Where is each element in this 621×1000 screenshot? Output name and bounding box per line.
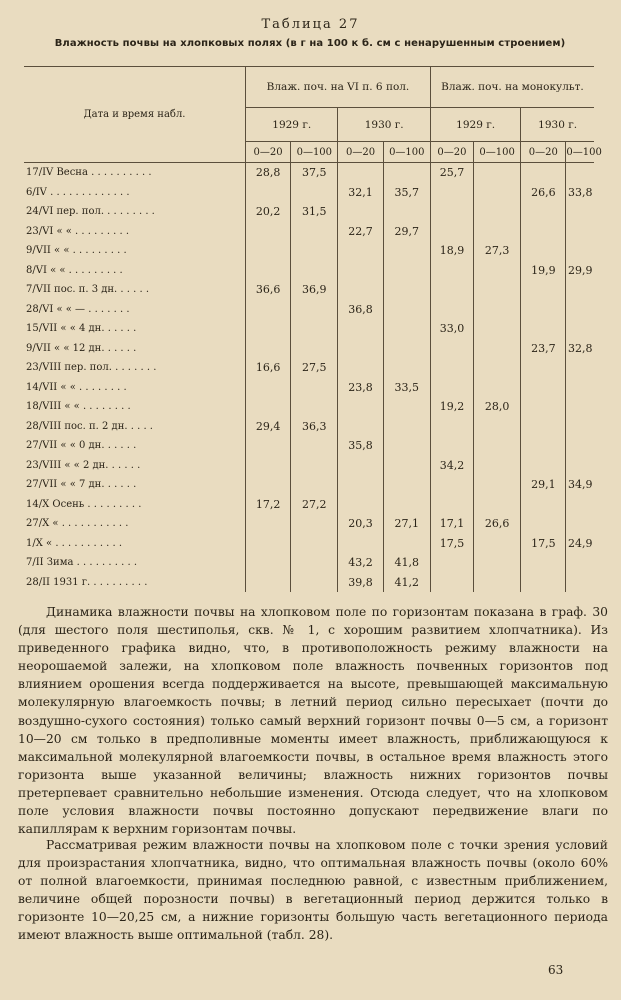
- moisture-table: [24, 66, 602, 592]
- value-cell: 29,1: [521, 475, 566, 495]
- value-cell: 17,2: [246, 495, 291, 515]
- value-cell: [246, 397, 291, 417]
- value-cell: [338, 163, 383, 183]
- value-cell: [521, 319, 566, 339]
- value-cell: [291, 573, 338, 593]
- value-cell: [291, 553, 338, 573]
- value-cell: [566, 495, 594, 515]
- value-cell: [430, 300, 473, 320]
- table-row: [24, 534, 594, 554]
- value-cell: 39,8: [338, 573, 383, 593]
- table-row: [24, 280, 594, 300]
- value-cell: [383, 241, 430, 261]
- value-cell: [430, 553, 473, 573]
- table-row: [24, 300, 594, 320]
- value-cell: 36,9: [291, 280, 338, 300]
- date-cell: 28/II 1931 г. . . . . . . . . .: [26, 576, 148, 588]
- value-cell: [338, 456, 383, 476]
- value-cell: [246, 300, 291, 320]
- value-cell: [383, 456, 430, 476]
- value-cell: [246, 378, 291, 398]
- depth-header: 0—20: [521, 142, 566, 163]
- value-cell: [383, 202, 430, 222]
- value-cell: [246, 456, 291, 476]
- value-cell: 27,5: [291, 358, 338, 378]
- year-header: 1930 г.: [521, 108, 594, 142]
- table-row: [24, 397, 594, 417]
- table-row: [24, 573, 594, 593]
- value-cell: [430, 280, 473, 300]
- value-cell: [383, 300, 430, 320]
- value-cell: [430, 378, 473, 398]
- value-cell: [566, 300, 594, 320]
- value-cell: 29,9: [566, 261, 594, 281]
- value-cell: [473, 280, 520, 300]
- value-cell: [566, 514, 594, 534]
- value-cell: [566, 436, 594, 456]
- value-cell: 25,7: [430, 163, 473, 183]
- value-cell: [383, 339, 430, 359]
- value-cell: 16,6: [246, 358, 291, 378]
- value-cell: [430, 417, 473, 437]
- value-cell: 32,1: [338, 183, 383, 203]
- value-cell: [246, 319, 291, 339]
- value-cell: 27,1: [383, 514, 430, 534]
- value-cell: [246, 553, 291, 573]
- value-cell: [246, 222, 291, 242]
- value-cell: [246, 514, 291, 534]
- value-cell: [338, 417, 383, 437]
- value-cell: [291, 456, 338, 476]
- value-cell: [566, 378, 594, 398]
- depth-header: 0—100: [383, 142, 430, 163]
- date-cell: 27/VII « « 0 дн. . . . . .: [26, 440, 137, 452]
- value-cell: [383, 163, 430, 183]
- value-cell: [473, 378, 520, 398]
- date-cell: 23/VI « « . . . . . . . . .: [26, 225, 130, 237]
- value-cell: [246, 436, 291, 456]
- table-row: [24, 163, 594, 183]
- value-cell: [246, 241, 291, 261]
- value-cell: [521, 436, 566, 456]
- depth-header: 0—100: [291, 142, 338, 163]
- value-cell: [473, 553, 520, 573]
- value-cell: [473, 358, 520, 378]
- date-cell: 14/X Осень . . . . . . . . .: [26, 498, 142, 510]
- value-cell: [521, 456, 566, 476]
- value-cell: 41,8: [383, 553, 430, 573]
- date-cell: 17/IV Весна . . . . . . . . . .: [26, 167, 152, 179]
- value-cell: [383, 397, 430, 417]
- date-cell: 27/VII « « 7 дн. . . . . .: [26, 479, 137, 491]
- value-cell: [521, 514, 566, 534]
- date-cell: 6/IV . . . . . . . . . . . . .: [26, 186, 130, 198]
- table-row: [24, 456, 594, 476]
- value-cell: [521, 202, 566, 222]
- value-cell: [338, 475, 383, 495]
- depth-header: 0—20: [246, 142, 291, 163]
- date-cell: 1/X « . . . . . . . . . . .: [26, 537, 123, 549]
- value-cell: [291, 475, 338, 495]
- value-cell: [291, 261, 338, 281]
- value-cell: 29,4: [246, 417, 291, 437]
- paragraph-text: Рассматривая режим влажности почвы на хлопковом поле с точки зрения условий для произрастания хлопчатника, видно, что оптимальная влажность почвы (около 60% от полной влагоемкости, принимая последнюю равной, с известным приближением, величине общей порозности почвы) в вегетационный период держится только в горизонте 10—20,25 см, а нижние горизонты большую часть вегетационного периода имеют влажность выше оптимальной (табл. 28).: [18, 838, 608, 943]
- value-cell: 19,2: [430, 397, 473, 417]
- value-cell: [430, 475, 473, 495]
- table-row: [24, 183, 594, 203]
- value-cell: 26,6: [473, 514, 520, 534]
- date-cell: 9/VII « « 12 дн. . . . . .: [26, 342, 137, 354]
- value-cell: [521, 573, 566, 593]
- date-cell: 23/VIII « « 2 дн. . . . . .: [26, 459, 141, 471]
- year-header: 1930 г.: [338, 108, 431, 142]
- value-cell: 34,9: [566, 475, 594, 495]
- value-cell: [291, 319, 338, 339]
- value-cell: [473, 417, 520, 437]
- value-cell: [566, 358, 594, 378]
- table-row: [24, 378, 594, 398]
- year-header: 1929 г.: [246, 108, 338, 142]
- value-cell: [473, 163, 520, 183]
- page-number: 63: [548, 963, 564, 977]
- value-cell: 17,1: [430, 514, 473, 534]
- value-cell: [473, 573, 520, 593]
- date-cell: 18/VIII « « . . . . . . . .: [26, 401, 131, 413]
- value-cell: [521, 163, 566, 183]
- value-cell: [566, 202, 594, 222]
- value-cell: 20,3: [338, 514, 383, 534]
- value-cell: [430, 183, 473, 203]
- value-cell: [246, 573, 291, 593]
- value-cell: 28,8: [246, 163, 291, 183]
- table-row: [24, 436, 594, 456]
- value-cell: [521, 495, 566, 515]
- value-cell: [430, 339, 473, 359]
- value-cell: 17,5: [521, 534, 566, 554]
- value-cell: [430, 222, 473, 242]
- value-cell: 23,8: [338, 378, 383, 398]
- date-cell: 7/II Зима . . . . . . . . . .: [26, 557, 138, 569]
- value-cell: [473, 261, 520, 281]
- value-cell: [521, 300, 566, 320]
- value-cell: 28,0: [473, 397, 520, 417]
- value-cell: [566, 241, 594, 261]
- value-cell: [430, 261, 473, 281]
- paragraph-text: Динамика влажности почвы на хлопковом поле по горизонтам показана в граф. 30 (для шестого поля шестиполья, скв. № 1, с хорошим развитием хлопчатника). Из приведенного графика видно, что, в противоположность режиму влажности на неорошаемой залежи, на хлопковом поле влажность почвенных горизонтов под влиянием орошения всегда поддерживается на высоте, превышающей максимальную молекулярную влагоемкость почвы; в летний период сильно пересыхает (почти до воздушно-сухого состояния) только самый верхний горизонт почвы 0—5 см, а горизонт 10—20 см только в предполивные моменты имеет влажность, приближающуюся к максимальной молекулярной влагоемкости почвы, в остальное время влажность этого горизонта выше указанной величины; влажность нижних горизонтов почвы претерпевает сравнительно небольшие изменения. Отсюда следует, что на хлопковом поле условия влажности почвы постоянно допускают передвижение влаги по капиллярам к верхним горизонтам почвы.: [18, 605, 608, 837]
- value-cell: [473, 339, 520, 359]
- table-row: [24, 261, 594, 281]
- value-cell: [566, 280, 594, 300]
- value-cell: [246, 183, 291, 203]
- value-cell: [383, 475, 430, 495]
- value-cell: 33,5: [383, 378, 430, 398]
- value-cell: 26,6: [521, 183, 566, 203]
- value-cell: [291, 436, 338, 456]
- value-cell: 35,7: [383, 183, 430, 203]
- value-cell: [566, 397, 594, 417]
- value-cell: [566, 222, 594, 242]
- value-cell: [246, 339, 291, 359]
- value-cell: [383, 280, 430, 300]
- value-cell: 35,8: [338, 436, 383, 456]
- date-cell: 28/VI « « — . . . . . . .: [26, 303, 130, 315]
- value-cell: [521, 280, 566, 300]
- value-cell: [473, 300, 520, 320]
- date-cell: 7/VII пос. п. 3 дн. . . . . .: [26, 284, 150, 296]
- value-cell: [383, 261, 430, 281]
- value-cell: [473, 475, 520, 495]
- value-cell: [521, 378, 566, 398]
- date-cell: 14/VII « « . . . . . . . .: [26, 381, 127, 393]
- value-cell: 27,3: [473, 241, 520, 261]
- value-cell: 36,3: [291, 417, 338, 437]
- date-column-header: Дата и время набл.: [24, 67, 246, 163]
- table-row: [24, 417, 594, 437]
- value-cell: [338, 495, 383, 515]
- value-cell: [473, 436, 520, 456]
- value-cell: 23,7: [521, 339, 566, 359]
- value-cell: [566, 456, 594, 476]
- table-row: [24, 222, 594, 242]
- value-cell: 31,5: [291, 202, 338, 222]
- value-cell: 33,0: [430, 319, 473, 339]
- value-cell: [521, 417, 566, 437]
- date-cell: 27/X « . . . . . . . . . . .: [26, 518, 129, 530]
- value-cell: [338, 358, 383, 378]
- value-cell: [338, 319, 383, 339]
- value-cell: [246, 534, 291, 554]
- value-cell: [430, 495, 473, 515]
- depth-header: 0—20: [338, 142, 383, 163]
- date-cell: 23/VIII пер. пол. . . . . . . .: [26, 362, 157, 374]
- value-cell: [338, 261, 383, 281]
- value-cell: 18,9: [430, 241, 473, 261]
- table-row: [24, 553, 594, 573]
- value-cell: [473, 456, 520, 476]
- paragraph-1: [18, 603, 608, 838]
- value-cell: [383, 417, 430, 437]
- table-row: [24, 475, 594, 495]
- value-cell: 43,2: [338, 553, 383, 573]
- value-cell: 29,7: [383, 222, 430, 242]
- value-cell: [291, 222, 338, 242]
- value-cell: 37,5: [291, 163, 338, 183]
- value-cell: [383, 534, 430, 554]
- value-cell: [566, 319, 594, 339]
- value-cell: [473, 202, 520, 222]
- value-cell: 33,8: [566, 183, 594, 203]
- date-cell: 24/VI пер. пол. . . . . . . . .: [26, 206, 155, 218]
- table-row: [24, 202, 594, 222]
- value-cell: 24,9: [566, 534, 594, 554]
- value-cell: 41,2: [383, 573, 430, 593]
- value-cell: [338, 241, 383, 261]
- table-caption: Влажность почвы на хлопковых полях (в г на 100 к б. см с ненарушенным строением): [54, 38, 566, 49]
- value-cell: [383, 495, 430, 515]
- value-cell: [338, 339, 383, 359]
- depth-header: 0—20: [430, 142, 473, 163]
- value-cell: [291, 183, 338, 203]
- value-cell: [338, 397, 383, 417]
- table-number: Таблица 27: [261, 17, 360, 32]
- value-cell: [473, 222, 520, 242]
- value-cell: [521, 241, 566, 261]
- value-cell: [430, 436, 473, 456]
- table-row: [24, 339, 594, 359]
- value-cell: 19,9: [521, 261, 566, 281]
- value-cell: 36,6: [246, 280, 291, 300]
- value-cell: [521, 553, 566, 573]
- value-cell: [430, 202, 473, 222]
- value-cell: [291, 378, 338, 398]
- value-cell: [291, 534, 338, 554]
- value-cell: [291, 339, 338, 359]
- date-cell: 15/VII « « 4 дн. . . . . .: [26, 323, 137, 335]
- value-cell: [291, 300, 338, 320]
- value-cell: [383, 436, 430, 456]
- value-cell: 36,8: [338, 300, 383, 320]
- value-cell: 34,2: [430, 456, 473, 476]
- value-cell: [338, 202, 383, 222]
- table-row: [24, 241, 594, 261]
- date-cell: 9/VII « « . . . . . . . . .: [26, 245, 127, 257]
- group-header-monoculture: Влаж. поч. на монокульт.: [430, 67, 594, 108]
- value-cell: 17,5: [430, 534, 473, 554]
- value-cell: [473, 183, 520, 203]
- value-cell: [338, 280, 383, 300]
- table-row: [24, 495, 594, 515]
- depth-header: 0—100: [566, 142, 594, 163]
- date-cell: 8/VI « « . . . . . . . . .: [26, 264, 123, 276]
- value-cell: [566, 553, 594, 573]
- value-cell: 27,2: [291, 495, 338, 515]
- table-row: [24, 319, 594, 339]
- year-header: 1929 г.: [430, 108, 520, 142]
- value-cell: [291, 514, 338, 534]
- group-header-field6: Влаж. поч. на VI п. 6 пол.: [246, 67, 431, 108]
- value-cell: 20,2: [246, 202, 291, 222]
- value-cell: 32,8: [566, 339, 594, 359]
- value-cell: [383, 358, 430, 378]
- paragraph-2: [18, 836, 608, 945]
- value-cell: [521, 397, 566, 417]
- value-cell: [473, 495, 520, 515]
- table-row: [24, 358, 594, 378]
- value-cell: [383, 319, 430, 339]
- value-cell: [246, 475, 291, 495]
- table-row: [24, 514, 594, 534]
- value-cell: [566, 417, 594, 437]
- value-cell: [430, 573, 473, 593]
- value-cell: [291, 241, 338, 261]
- value-cell: [246, 261, 291, 281]
- value-cell: [521, 222, 566, 242]
- value-cell: [566, 163, 594, 183]
- date-cell: 28/VIII пос. п. 2 дн. . . . .: [26, 420, 153, 432]
- value-cell: [473, 319, 520, 339]
- value-cell: [521, 358, 566, 378]
- value-cell: [430, 358, 473, 378]
- value-cell: [291, 397, 338, 417]
- value-cell: [566, 573, 594, 593]
- value-cell: [473, 534, 520, 554]
- value-cell: [338, 534, 383, 554]
- value-cell: 22,7: [338, 222, 383, 242]
- depth-header: 0—100: [473, 142, 520, 163]
